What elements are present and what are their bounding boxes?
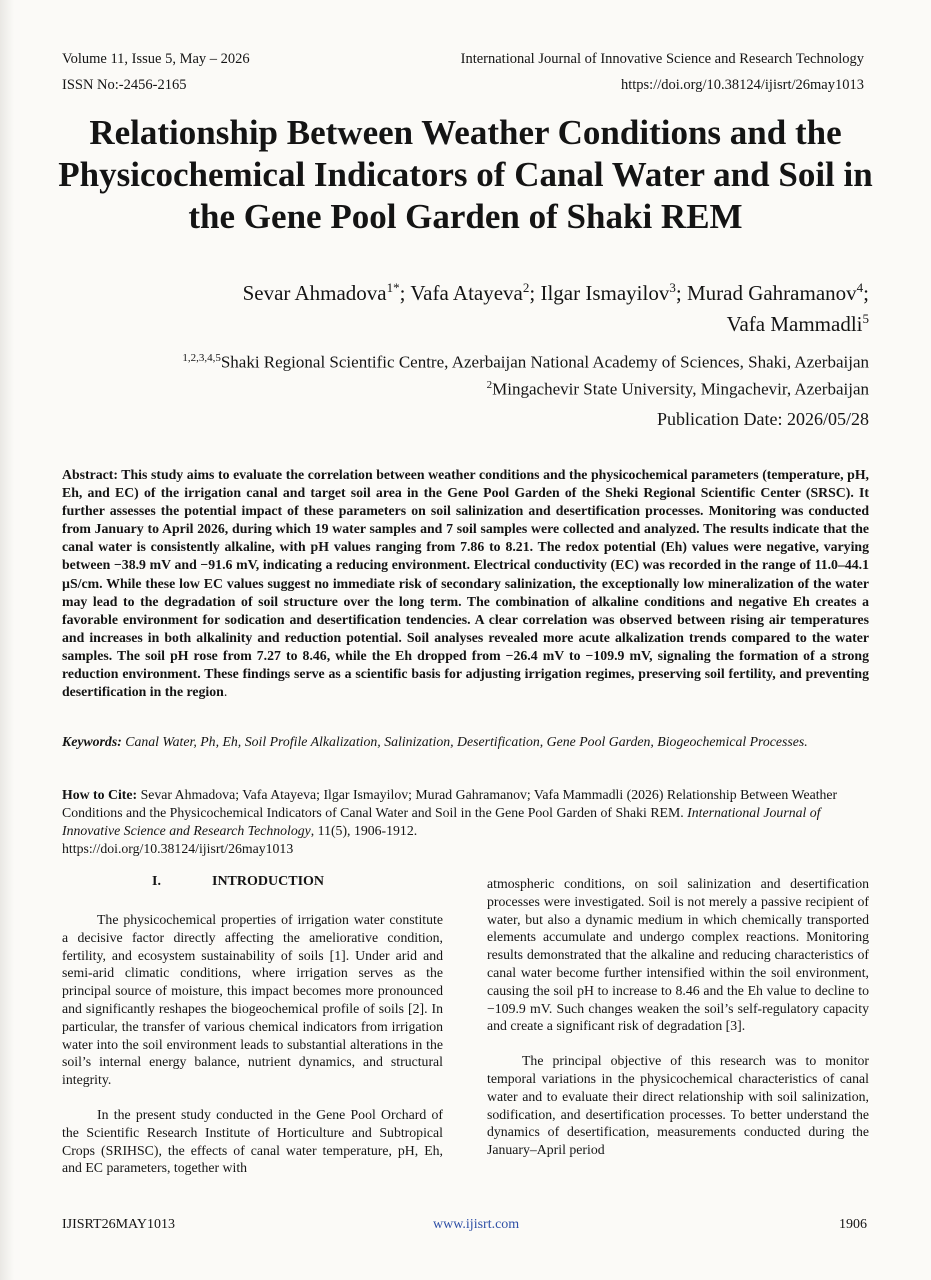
affiliation-sup: 1,2,3,4,5: [182, 352, 221, 364]
author-list: [49, 275, 869, 337]
cite-doi[interactable]: https://doi.org/10.38124/ijisrt/26may1013: [62, 841, 294, 856]
keywords-text: Canal Water, Ph, Eh, Soil Profile Alkalization, Salinization, Desertification, Gene Pool Garden, Biogeochemical Processes.: [125, 734, 808, 749]
author-name: Sevar Ahmadova: [242, 281, 387, 305]
author-sup: 1*: [386, 280, 400, 295]
footer-page-number: 1906: [839, 1217, 867, 1232]
author-name: Vafa Atayeva: [410, 281, 523, 305]
section-number: I.: [152, 874, 161, 889]
paragraph: atmospheric conditions, on soil salinization and desertification processes were investigated. Soil is not merely a passive recipient of water, but also a dynamic medium in which chemically transported elements accumulate and undergo complex reactions. Monitoring results demonstrated that the alkaline and reducing characteristics of canal water become further intensified within the soil environment, causing the soil pH to increase to 8.46 and the Eh value to decline to −109.9 mV. Such changes weaken the soil’s self-regulatory capacity and create a significant risk of degradation [3].: [487, 876, 869, 1034]
abstract-end: .: [223, 684, 228, 700]
author-sup: 4: [856, 280, 864, 295]
author-sep: ;: [529, 281, 541, 305]
author-sep: ;: [675, 281, 687, 305]
author-sup: 3: [669, 280, 676, 295]
doi-link[interactable]: https://doi.org/10.38124/ijisrt/26may1013: [620, 77, 864, 93]
abstract-text: This study aims to evaluate the correlation between weather conditions and the physicochemical parameters (temperature, pH, Eh, and EC) of the irrigation canal and target soil area in the Gene Pool Garden of the Sheki Regional Scientific Center (SRSC). It further assesses the potential impact of these parameters on soil salinization and desertification processes. Monitoring was conducted from January to April 2026, during which 19 water samples and 7 soil samples were collected and analyzed. The results indicate that the canal water is consistently alkaline, with pH values ranging from 7.86 to 8.21. The redox potential (Eh) values were negative, varying between −38.9 mV and −91.6 mV, indicating a reducing environment. Electrical conductivity (EC) was recorded in the range of 11.0–44.1 µS/cm. While these low EC values suggest no immediate risk of secondary salinization, the exceptionally low mineralization of the water may lead to the degradation of soil structure over the long term. The combination of alkaline conditions and negative Eh creates a favorable environment for sodication and desertification tendencies. A clear correlation was observed between rising air temperatures and increases in both alkalinity and reduction potential. Soil analyses revealed more acute alkalization trends compared to the water samples. The soil pH rose from 7.27 to 8.46, while the Eh dropped from −26.4 mV to −109.9 mV, signaling the formation of a strong reduction environment. These findings serve as a scientific basis for adjusting irrigation regimes, preserving soil fertility, and preventing desertification in the region: [62, 467, 869, 700]
section-title: INTRODUCTION: [212, 874, 325, 889]
right-column: [487, 875, 869, 1159]
journal-name: International Journal of Innovative Science and Research Technology: [460, 51, 864, 67]
cite-text: Sevar Ahmadova; Vafa Atayeva; Ilgar Ismayilov; Murad Gahramanov; Vafa Mammadli (2026) Relationship Between Weather Conditions and the Physicochemical Indicators of Canal Water and Soil in the Gene Pool Garden of Shaki REM.: [62, 787, 838, 820]
affiliations: [49, 347, 869, 400]
section-heading: [152, 874, 324, 890]
author-name: Vafa Mammadli: [726, 312, 863, 336]
author-sep: ;: [863, 281, 869, 305]
affiliation-sup: 2: [486, 378, 493, 391]
cite-volume: , 11(5), 1906-1912.: [310, 823, 418, 838]
how-to-cite: [62, 786, 869, 858]
affiliation-line: [49, 374, 869, 401]
volume-info: Volume 11, Issue 5, May – 2026: [62, 51, 250, 67]
paragraph: The principal objective of this research was to monitor temporal variations in the physicochemical characteristics of canal water and to evaluate their direct relationship with soil salinization, sodification, and desertification processes. To better understand the dynamics of desertification, measurements conducted during the January–April period: [487, 1053, 869, 1158]
paragraph: The physicochemical properties of irrigation water constitute a decisive factor directly affecting the ameliorative condition, fertility, and ecosystem sustainability of soils [1]. Under arid and semi-arid climatic conditions, where irrigation serves as the principal source of moisture, this impact becomes more pronounced and significantly reshapes the biogeochemical profile of soils [2]. In particular, the transfer of various chemical indicators from irrigation water into the soil environment leads to substantial alterations in the soil’s internal energy balance, nutrient dynamics, and structural integrity.: [62, 912, 443, 1088]
abstract: [62, 466, 869, 701]
cite-label: How to Cite:: [62, 787, 138, 802]
left-column: [62, 911, 443, 1177]
paper-title: Relationship Between Weather Conditions and the Physicochemical Indicators of Canal Water and Soil in the Gene Pool Garden of Shaki REM: [58, 113, 873, 236]
abstract-label: Abstract:: [62, 467, 118, 482]
author-name: Ilgar Ismayilov: [540, 281, 670, 305]
affiliation-text: Shaki Regional Scientific Centre, Azerbaijan National Academy of Sciences, Shaki, Azerbaijan: [220, 352, 869, 372]
issn: ISSN No:-2456-2165: [62, 77, 187, 93]
publication-date: Publication Date: 2026/05/28: [657, 409, 869, 429]
footer-paper-id: IJISRT26MAY1013: [62, 1217, 175, 1232]
author-sup: 2: [522, 280, 530, 295]
author-name: Murad Gahramanov: [686, 281, 857, 305]
paragraph: In the present study conducted in the Gene Pool Orchard of the Scientific Research Institute of Horticulture and Subtropical Crops (SRIHSC), the effects of canal water temperature, pH, Eh, and EC parameters, together with: [62, 1106, 443, 1176]
keywords-label: Keywords:: [62, 734, 122, 749]
affiliation-line: [49, 347, 869, 374]
affiliation-text: Mingachevir State University, Mingachevir, Azerbaijan: [492, 379, 869, 399]
cite-journal: International Journal of Innovative Science and Research Technology: [62, 805, 821, 838]
author-sup: 5: [862, 311, 869, 326]
author-sep: ;: [399, 281, 411, 305]
keywords: [62, 733, 869, 751]
footer-website-link[interactable]: www.ijisrt.com: [433, 1217, 520, 1232]
